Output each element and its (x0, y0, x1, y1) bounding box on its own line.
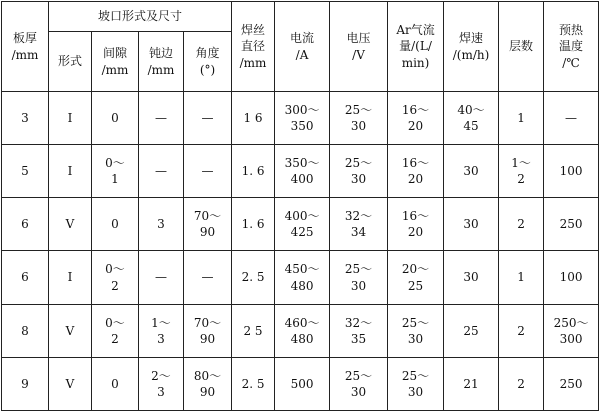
header-weld-speed: 焊速 /(m/h) (444, 2, 499, 92)
cell-plate-thickness: 6 (2, 198, 49, 251)
cell-blunt-edge: — (139, 92, 184, 145)
table-row (2, 92, 599, 145)
cell-wire-diameter: 1 6 (232, 92, 275, 145)
cell-groove-form: V (49, 198, 92, 251)
cell-voltage: 25～ 30 (330, 251, 388, 304)
cell-layers: 2 (499, 304, 544, 357)
cell-angle: — (184, 251, 232, 304)
cell-current: 460～ 480 (275, 304, 330, 357)
cell-current: 350～ 400 (275, 145, 330, 198)
cell-weld-speed: 40～ 45 (444, 92, 499, 145)
cell-preheat: 100 (544, 251, 599, 304)
table-row (2, 357, 599, 410)
cell-current: 450～ 480 (275, 251, 330, 304)
header-gap: 间隙 /mm (92, 32, 139, 92)
header-preheat: 预热 温度 /℃ (544, 2, 599, 92)
cell-preheat: — (544, 92, 599, 145)
cell-plate-thickness: 3 (2, 92, 49, 145)
cell-voltage: 25～ 30 (330, 145, 388, 198)
cell-voltage: 32～ 34 (330, 198, 388, 251)
cell-preheat: 250～ 300 (544, 304, 599, 357)
cell-groove-form: V (49, 357, 92, 410)
cell-weld-speed: 30 (444, 198, 499, 251)
cell-gap: 0 (92, 92, 139, 145)
cell-current: 300～ 350 (275, 92, 330, 145)
welding-parameters-table (1, 1, 599, 411)
cell-groove-form: V (49, 304, 92, 357)
table-row (2, 304, 599, 357)
cell-ar-flow: 25～ 30 (388, 304, 444, 357)
cell-voltage: 32～ 35 (330, 304, 388, 357)
cell-ar-flow: 20～ 25 (388, 251, 444, 304)
cell-layers: 2 (499, 357, 544, 410)
cell-layers: 1 (499, 251, 544, 304)
table-row (2, 198, 599, 251)
cell-gap: 0 (92, 357, 139, 410)
header-angle: 角度 (°) (184, 32, 232, 92)
cell-weld-speed: 30 (444, 251, 499, 304)
cell-gap: 0～ 1 (92, 145, 139, 198)
cell-voltage: 25～ 30 (330, 357, 388, 410)
cell-angle: 70～ 90 (184, 198, 232, 251)
cell-gap: 0～ 2 (92, 251, 139, 304)
cell-ar-flow: 25～ 30 (388, 357, 444, 410)
header-row-1 (2, 2, 599, 32)
cell-weld-speed: 30 (444, 145, 499, 198)
cell-wire-diameter: 2. 5 (232, 251, 275, 304)
cell-wire-diameter: 1. 6 (232, 145, 275, 198)
cell-plate-thickness: 9 (2, 357, 49, 410)
cell-ar-flow: 16～ 20 (388, 198, 444, 251)
cell-layers: 1～ 2 (499, 145, 544, 198)
header-groove-form: 形式 (49, 32, 92, 92)
cell-wire-diameter: 1. 6 (232, 198, 275, 251)
cell-angle: 80～ 90 (184, 357, 232, 410)
cell-angle: — (184, 92, 232, 145)
header-groove-group: 坡口形式及尺寸 (49, 2, 232, 32)
cell-angle: — (184, 145, 232, 198)
cell-gap: 0 (92, 198, 139, 251)
cell-blunt-edge: 3 (139, 198, 184, 251)
cell-layers: 1 (499, 92, 544, 145)
cell-current: 400～ 425 (275, 198, 330, 251)
cell-layers: 2 (499, 198, 544, 251)
header-wire-diameter: 焊丝 直径 /mm (232, 2, 275, 92)
cell-preheat: 100 (544, 145, 599, 198)
table-row (2, 251, 599, 304)
cell-angle: 70～ 90 (184, 304, 232, 357)
cell-groove-form: I (49, 251, 92, 304)
cell-weld-speed: 21 (444, 357, 499, 410)
cell-blunt-edge: — (139, 251, 184, 304)
header-voltage: 电压 /V (330, 2, 388, 92)
cell-plate-thickness: 6 (2, 251, 49, 304)
cell-preheat: 250 (544, 357, 599, 410)
cell-weld-speed: 25 (444, 304, 499, 357)
header-current: 电流 /A (275, 2, 330, 92)
table-row (2, 145, 599, 198)
cell-blunt-edge: — (139, 145, 184, 198)
cell-current: 500 (275, 357, 330, 410)
cell-wire-diameter: 2. 5 (232, 357, 275, 410)
header-ar-flow: Ar气流 量/(L/ min) (388, 2, 444, 92)
header-plate-thickness: 板厚 /mm (2, 2, 49, 92)
cell-ar-flow: 16～ 20 (388, 145, 444, 198)
cell-plate-thickness: 5 (2, 145, 49, 198)
cell-ar-flow: 16～ 20 (388, 92, 444, 145)
header-layers: 层数 (499, 2, 544, 92)
cell-blunt-edge: 1～ 3 (139, 304, 184, 357)
cell-preheat: 250 (544, 198, 599, 251)
cell-gap: 0～ 2 (92, 304, 139, 357)
cell-voltage: 25～ 30 (330, 92, 388, 145)
cell-groove-form: I (49, 92, 92, 145)
header-blunt-edge: 钝边 /mm (139, 32, 184, 92)
cell-plate-thickness: 8 (2, 304, 49, 357)
cell-groove-form: I (49, 145, 92, 198)
cell-blunt-edge: 2～ 3 (139, 357, 184, 410)
cell-wire-diameter: 2 5 (232, 304, 275, 357)
